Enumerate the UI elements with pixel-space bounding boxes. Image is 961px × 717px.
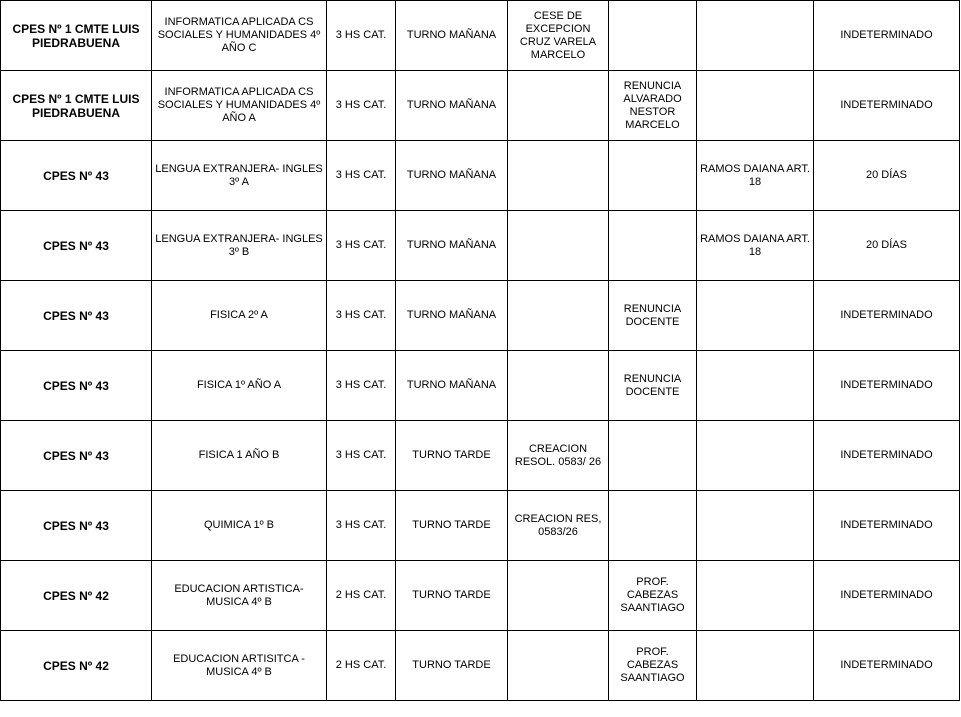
subject-cell: FISICA 2º A <box>152 281 327 351</box>
subject-cell: INFORMATICA APLICADA CS SOCIALES Y HUMANIDADES 4º AÑO A <box>152 71 327 141</box>
substitute-cell <box>697 491 814 561</box>
hours-cell: 3 HS CAT. <box>327 351 396 421</box>
creation-cell: CREACION RES, 0583/26 <box>508 491 609 561</box>
creation-cell <box>508 631 609 701</box>
resignation-cell: RENUNCIA ALVARADO NESTOR MARCELO <box>609 71 697 141</box>
duration-cell: INDETERMINADO <box>814 71 960 141</box>
subject-cell: LENGUA EXTRANJERA- INGLES 3º B <box>152 211 327 281</box>
hours-cell: 2 HS CAT. <box>327 631 396 701</box>
resignation-cell <box>609 211 697 281</box>
school-cell: CPES Nº 43 <box>1 281 152 351</box>
resignation-cell: PROF. CABEZAS SAANTIAGO <box>609 561 697 631</box>
duration-cell: INDETERMINADO <box>814 631 960 701</box>
table-row <box>1 211 960 281</box>
shift-cell: TURNO MAÑANA <box>396 1 508 71</box>
school-cell: CPES Nº 43 <box>1 421 152 491</box>
subject-cell: FISICA 1º AÑO A <box>152 351 327 421</box>
school-cell: CPES Nº 1 CMTE LUIS PIEDRABUENA <box>1 1 152 71</box>
substitute-cell <box>697 631 814 701</box>
table-row <box>1 71 960 141</box>
creation-cell <box>508 211 609 281</box>
duration-cell: INDETERMINADO <box>814 281 960 351</box>
creation-cell: CESE DE EXCEPCION CRUZ VARELA MARCELO <box>508 1 609 71</box>
duration-cell: INDETERMINADO <box>814 561 960 631</box>
substitute-cell: RAMOS DAIANA ART. 18 <box>697 141 814 211</box>
shift-cell: TURNO MAÑANA <box>396 211 508 281</box>
shift-cell: TURNO TARDE <box>396 561 508 631</box>
school-cell: CPES Nº 42 <box>1 561 152 631</box>
table-row <box>1 561 960 631</box>
school-cell: CPES Nº 43 <box>1 491 152 561</box>
creation-cell: CREACION RESOL. 0583/ 26 <box>508 421 609 491</box>
resignation-cell <box>609 1 697 71</box>
substitute-cell <box>697 421 814 491</box>
table-row <box>1 141 960 211</box>
creation-cell <box>508 71 609 141</box>
school-cell: CPES Nº 42 <box>1 631 152 701</box>
subject-cell: EDUCACION ARTISITCA - MUSICA 4º B <box>152 631 327 701</box>
resignation-cell: RENUNCIA DOCENTE <box>609 281 697 351</box>
shift-cell: TURNO MAÑANA <box>396 141 508 211</box>
hours-cell: 3 HS CAT. <box>327 281 396 351</box>
hours-cell: 3 HS CAT. <box>327 211 396 281</box>
substitute-cell <box>697 71 814 141</box>
subject-cell: LENGUA EXTRANJERA- INGLES 3º A <box>152 141 327 211</box>
table-row <box>1 421 960 491</box>
creation-cell <box>508 281 609 351</box>
resignation-cell <box>609 141 697 211</box>
substitute-cell <box>697 1 814 71</box>
duration-cell: INDETERMINADO <box>814 351 960 421</box>
shift-cell: TURNO TARDE <box>396 491 508 561</box>
table-body <box>1 1 960 701</box>
hours-cell: 3 HS CAT. <box>327 71 396 141</box>
hours-cell: 3 HS CAT. <box>327 421 396 491</box>
subject-cell: INFORMATICA APLICADA CS SOCIALES Y HUMANIDADES 4º AÑO C <box>152 1 327 71</box>
table-row <box>1 491 960 561</box>
shift-cell: TURNO TARDE <box>396 631 508 701</box>
creation-cell <box>508 141 609 211</box>
duration-cell: INDETERMINADO <box>814 491 960 561</box>
shift-cell: TURNO MAÑANA <box>396 351 508 421</box>
creation-cell <box>508 561 609 631</box>
hours-cell: 3 HS CAT. <box>327 141 396 211</box>
duration-cell: 20 DÍAS <box>814 211 960 281</box>
hours-cell: 3 HS CAT. <box>327 1 396 71</box>
subject-cell: QUIMICA 1º B <box>152 491 327 561</box>
duration-cell: 20 DÍAS <box>814 141 960 211</box>
school-cell: CPES Nº 43 <box>1 351 152 421</box>
table-row <box>1 351 960 421</box>
substitute-cell: RAMOS DAIANA ART. 18 <box>697 211 814 281</box>
subject-cell: FISICA 1 AÑO B <box>152 421 327 491</box>
table-row <box>1 631 960 701</box>
table-row <box>1 1 960 71</box>
resignation-cell: RENUNCIA DOCENTE <box>609 351 697 421</box>
substitute-cell <box>697 561 814 631</box>
creation-cell <box>508 351 609 421</box>
duration-cell: INDETERMINADO <box>814 421 960 491</box>
duration-cell: INDETERMINADO <box>814 1 960 71</box>
subject-cell: EDUCACION ARTISTICA- MUSICA 4º B <box>152 561 327 631</box>
table-row <box>1 281 960 351</box>
resignation-cell <box>609 491 697 561</box>
school-cell: CPES Nº 43 <box>1 141 152 211</box>
substitute-cell <box>697 351 814 421</box>
hours-cell: 3 HS CAT. <box>327 491 396 561</box>
shift-cell: TURNO MAÑANA <box>396 281 508 351</box>
resignation-cell: PROF. CABEZAS SAANTIAGO <box>609 631 697 701</box>
shift-cell: TURNO MAÑANA <box>396 71 508 141</box>
resignation-cell <box>609 421 697 491</box>
substitute-cell <box>697 281 814 351</box>
school-cell: CPES Nº 43 <box>1 211 152 281</box>
shift-cell: TURNO TARDE <box>396 421 508 491</box>
school-cell: CPES Nº 1 CMTE LUIS PIEDRABUENA <box>1 71 152 141</box>
hours-cell: 2 HS CAT. <box>327 561 396 631</box>
